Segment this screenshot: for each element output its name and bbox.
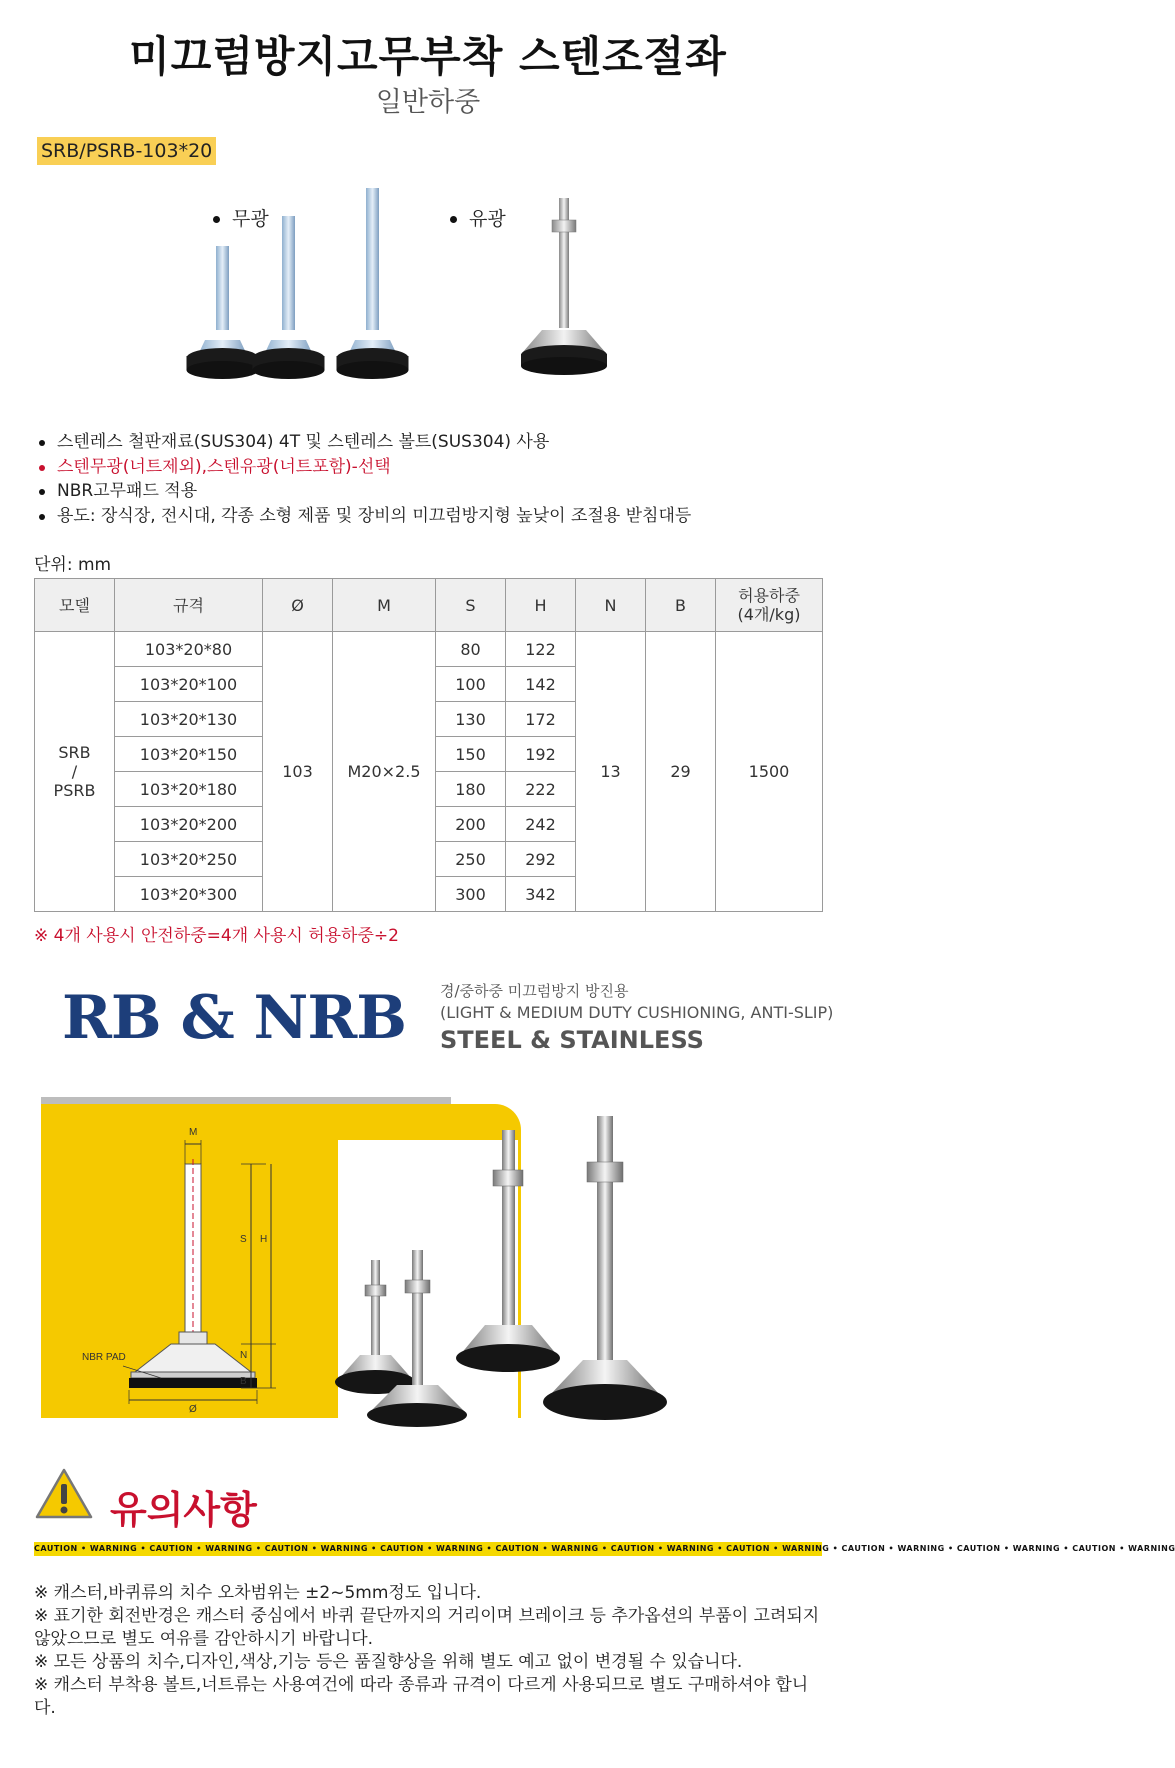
cell-b: 29 — [646, 632, 716, 912]
header-load-line1: 허용하중 — [738, 586, 800, 605]
cell-s: 180 — [436, 772, 506, 807]
header-spec: 규격 — [115, 579, 263, 632]
model-line3: PSRB — [53, 781, 96, 800]
page-title: 미끄럼방지고무부착 스텐조절좌 — [129, 32, 727, 81]
leveler-photo-tall — [543, 1116, 667, 1420]
variant-glossy-text: 유광 — [469, 208, 506, 230]
product-photos — [185, 180, 645, 380]
cell-phi: 103 — [263, 632, 333, 912]
dim-s-label: S — [240, 1234, 247, 1245]
leveler-photo-medium — [456, 1130, 560, 1372]
header-m: M — [333, 579, 436, 632]
warning-triangle-icon — [34, 1466, 94, 1522]
header-h: H — [506, 579, 576, 632]
cell-h: 122 — [506, 632, 576, 667]
cell-spec: 103*20*180 — [115, 772, 263, 807]
cell-s: 150 — [436, 737, 506, 772]
caution-note: ※ 캐스터,바퀴류의 치수 오차범위는 ±2~5mm정도 입니다. — [34, 1583, 482, 1603]
cell-h: 242 — [506, 807, 576, 842]
cell-model — [35, 632, 115, 912]
cell-h: 192 — [506, 737, 576, 772]
table-header-row — [35, 579, 823, 632]
cell-spec: 103*20*150 — [115, 737, 263, 772]
cell-h: 342 — [506, 877, 576, 912]
cell-load: 1500 — [716, 632, 823, 912]
header-s: S — [436, 579, 506, 632]
dim-phi-label: Ø — [189, 1404, 197, 1415]
dim-n-label: N — [240, 1350, 248, 1361]
cell-s: 250 — [436, 842, 506, 877]
feature-item: NBR고무패드 적용 — [37, 479, 837, 504]
caution-title: 유의사항 — [110, 1488, 257, 1532]
cell-s: 80 — [436, 632, 506, 667]
cell-h: 142 — [506, 667, 576, 702]
cell-h: 172 — [506, 702, 576, 737]
leveler-glossy — [521, 198, 607, 375]
cell-m: M20×2.5 — [333, 632, 436, 912]
leveler-matte-long — [337, 188, 409, 379]
cell-s: 200 — [436, 807, 506, 842]
caution-note: ※ 모든 상품의 치수,디자인,색상,기능 등은 품질향상을 위해 별도 예고 없이 변경될 수 있습니다. — [34, 1652, 743, 1672]
cell-s: 100 — [436, 667, 506, 702]
product-photo-group — [325, 1110, 695, 1430]
feature-list — [37, 430, 837, 528]
cell-h: 292 — [506, 842, 576, 877]
dim-m-label: M — [189, 1127, 198, 1138]
caution-notes — [34, 1582, 824, 1720]
banner-title: RB & NRB — [62, 983, 406, 1053]
cell-spec: 103*20*250 — [115, 842, 263, 877]
banner-subtitle-english: (LIGHT & MEDIUM DUTY CUSHIONING, ANTI-SLIP) — [440, 1003, 834, 1022]
model-tag: SRB/PSRB-103*20 — [37, 137, 216, 165]
dim-b-label: B — [240, 1376, 247, 1387]
cell-spec: 103*20*300 — [115, 877, 263, 912]
table-row — [35, 632, 823, 667]
header-load — [716, 579, 823, 632]
unit-label: 단위: mm — [34, 555, 112, 575]
feature-item: 용도: 장식장, 전시대, 각종 소형 제품 및 장비의 미끄럼방지형 높낮이 조절용 받침대등 — [37, 504, 837, 529]
cell-n: 13 — [576, 632, 646, 912]
cell-spec: 103*20*130 — [115, 702, 263, 737]
model-line2: / — [71, 762, 78, 781]
banner-material: STEEL & STAINLESS — [440, 1026, 704, 1054]
cell-s: 300 — [436, 877, 506, 912]
cell-s: 130 — [436, 702, 506, 737]
variant-matte-text: 무광 — [232, 208, 269, 230]
header-model: 모델 — [35, 579, 115, 632]
header-n: N — [576, 579, 646, 632]
leveler-photo-small — [335, 1260, 415, 1394]
caution-strip — [34, 1542, 1175, 1556]
feature-item: 스텐레스 철판재료(SUS304) 4T 및 스텐레스 볼트(SUS304) 사용 — [37, 430, 837, 455]
caution-note: ※ 캐스터 부착용 볼트,너트류는 사용여건에 따라 종류과 규격이 다르게 사용되므로 별도 구매하셔야 합니다. — [34, 1675, 809, 1718]
cell-spec: 103*20*200 — [115, 807, 263, 842]
spec-table — [34, 578, 823, 912]
cell-h: 222 — [506, 772, 576, 807]
leveler-photo-front — [367, 1250, 467, 1427]
model-line1: SRB — [58, 743, 91, 762]
technical-diagram — [41, 1104, 341, 1418]
leveler-matte-medium — [253, 216, 325, 379]
header-phi: Ø — [263, 579, 333, 632]
table-note: ※ 4개 사용시 안전하중=4개 사용시 허용하중÷2 — [34, 926, 399, 946]
dim-h-label: H — [260, 1234, 268, 1245]
page-subtitle: 일반하중 — [375, 87, 481, 118]
caution-strip-text: CAUTION • WARNING • CAUTION • WARNING • CAUTION • WARNING • CAUTION • WARNING • CAUTION • WARNING • CAUTION • WARNING • CAUTION • WARNING • CAUTION • WARNING • CAUTION • WARNING • CAUTION • WARNING — [34, 1544, 1175, 1553]
header-load-line2: (4개/kg) — [737, 605, 801, 624]
header-b: B — [646, 579, 716, 632]
caution-note: ※ 표기한 회전반경은 캐스터 중심에서 바퀴 끝단까지의 거리이며 브레이크 등 추가옵션의 부품이 고려되지 않았으므로 별도 여유를 감안하시기 바랍니다. — [34, 1606, 820, 1649]
dim-pad-label: NBR PAD — [82, 1352, 126, 1363]
feature-item-highlight: 스텐무광(너트제외),스텐유광(너트포함)-선택 — [37, 455, 837, 480]
banner-subtitle-korean: 경/중하중 미끄럼방지 방진용 — [440, 982, 629, 1000]
cell-spec: 103*20*80 — [115, 632, 263, 667]
leveler-matte-short — [187, 246, 259, 379]
cell-spec: 103*20*100 — [115, 667, 263, 702]
